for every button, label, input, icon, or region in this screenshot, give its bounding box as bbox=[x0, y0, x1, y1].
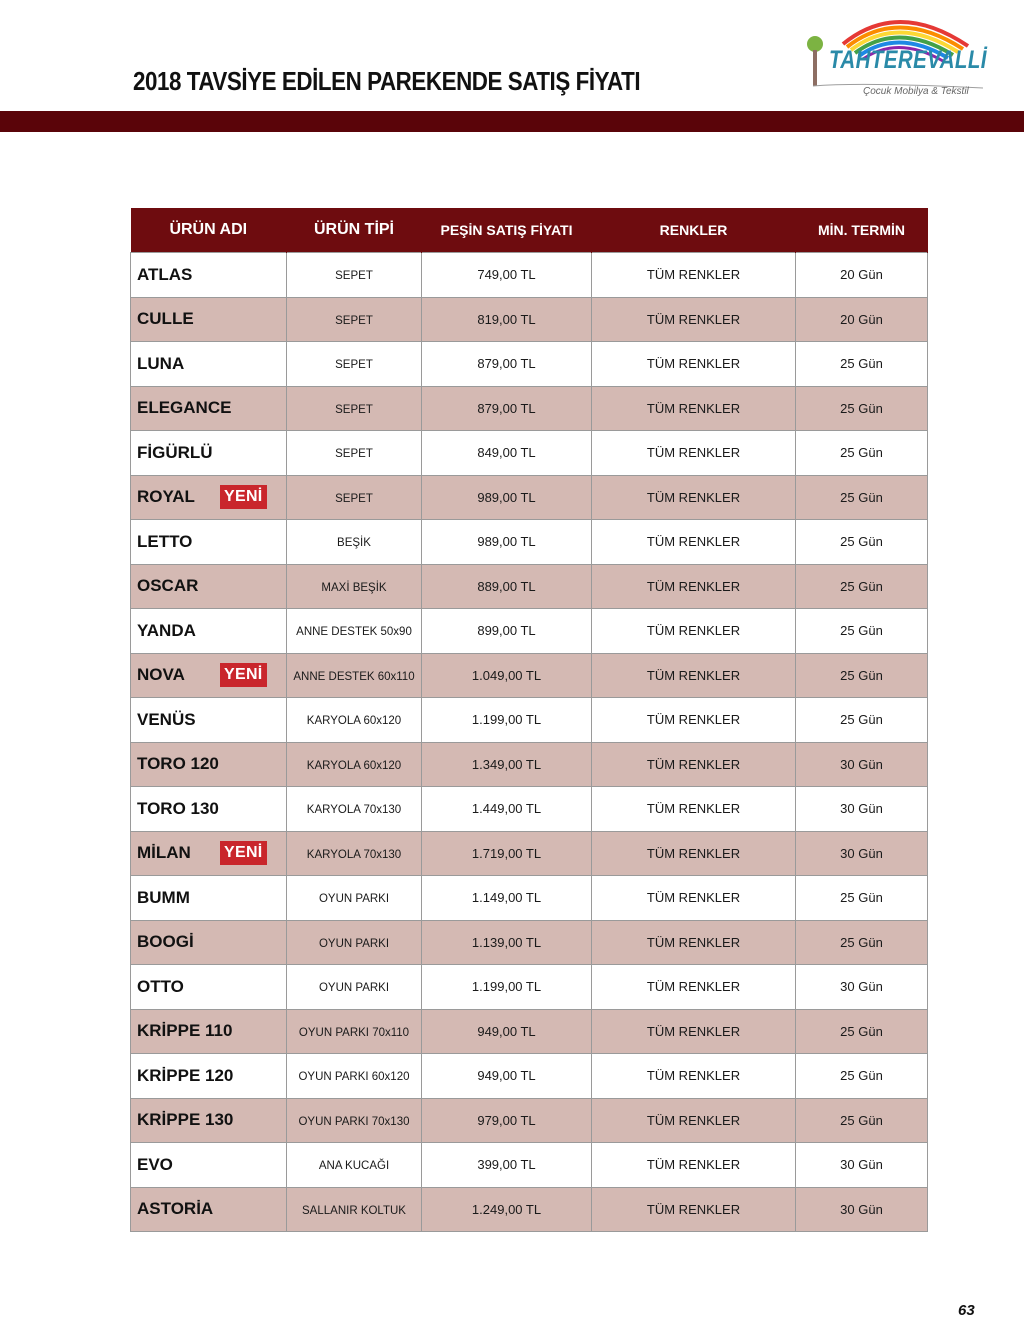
product-type-cell bbox=[287, 653, 422, 698]
lead-time: 30 Gün bbox=[840, 1201, 883, 1217]
price: 899,00 TL bbox=[477, 623, 536, 639]
colors: TÜM RENKLER bbox=[646, 578, 741, 594]
colors-cell bbox=[592, 520, 796, 565]
price: 879,00 TL bbox=[477, 356, 536, 372]
header-lead-time: MİN. TERMİN bbox=[796, 208, 928, 253]
colors-cell bbox=[592, 787, 796, 832]
colors: TÜM RENKLER bbox=[646, 311, 741, 327]
product-name: BUMM bbox=[137, 887, 190, 907]
lead-time: 20 Gün bbox=[840, 311, 883, 327]
colors-cell bbox=[592, 609, 796, 654]
product-type: MAXİ BEŞİK bbox=[321, 581, 387, 594]
lead-time-cell bbox=[796, 742, 928, 787]
price-cell bbox=[422, 920, 592, 965]
table-row bbox=[131, 920, 928, 965]
table-row bbox=[131, 1009, 928, 1054]
colors: TÜM RENKLER bbox=[646, 1157, 741, 1173]
product-type: OYUN PARKI bbox=[318, 893, 390, 906]
product-type-cell bbox=[287, 297, 422, 342]
product-name: KRİPPE 130 bbox=[137, 1110, 234, 1130]
table-row bbox=[131, 520, 928, 565]
table-row bbox=[131, 1098, 928, 1143]
product-type: OYUN PARKI 70x130 bbox=[298, 1115, 410, 1128]
lead-time-cell bbox=[796, 698, 928, 743]
price: 1.149,00 TL bbox=[471, 890, 542, 906]
header-product-name: ÜRÜN ADI bbox=[131, 208, 287, 253]
product-name-cell bbox=[131, 431, 287, 476]
product-type: OYUN PARKI bbox=[318, 937, 390, 950]
lead-time: 20 Gün bbox=[840, 267, 883, 283]
price: 1.249,00 TL bbox=[471, 1201, 542, 1217]
product-name-cell bbox=[131, 386, 287, 431]
product-type-cell bbox=[287, 475, 422, 520]
table-row bbox=[131, 876, 928, 921]
table-row bbox=[131, 253, 928, 298]
colors: TÜM RENKLER bbox=[646, 801, 741, 817]
product-type-cell bbox=[287, 1187, 422, 1232]
product-type-cell bbox=[287, 965, 422, 1010]
colors-cell bbox=[592, 297, 796, 342]
product-type-cell bbox=[287, 253, 422, 298]
lead-time-cell bbox=[796, 431, 928, 476]
product-name: ATLAS bbox=[137, 264, 193, 284]
price: 989,00 TL bbox=[477, 489, 536, 505]
colors-cell bbox=[592, 1009, 796, 1054]
lead-time: 25 Gün bbox=[840, 356, 883, 372]
product-name: CULLE bbox=[137, 309, 194, 329]
product-type: ANNE DESTEK 50x90 bbox=[296, 626, 412, 639]
lead-time-cell bbox=[796, 1098, 928, 1143]
colors: TÜM RENKLER bbox=[646, 890, 741, 906]
colors: TÜM RENKLER bbox=[646, 845, 741, 861]
lead-time-cell bbox=[796, 475, 928, 520]
product-type: OYUN PARKI 70x110 bbox=[298, 1026, 410, 1039]
price: 1.139,00 TL bbox=[471, 934, 542, 950]
product-name-cell bbox=[131, 787, 287, 832]
price-cell bbox=[422, 431, 592, 476]
product-name: OSCAR bbox=[137, 576, 199, 596]
colors-cell bbox=[592, 831, 796, 876]
lead-time-cell bbox=[796, 965, 928, 1010]
product-name-cell bbox=[131, 1143, 287, 1188]
lead-time: 30 Gün bbox=[840, 979, 883, 995]
table-row bbox=[131, 386, 928, 431]
colors-cell bbox=[592, 1054, 796, 1099]
product-type-cell bbox=[287, 431, 422, 476]
product-name: KRİPPE 120 bbox=[137, 1065, 234, 1085]
lead-time-cell bbox=[796, 564, 928, 609]
product-type: SEPET bbox=[335, 359, 373, 372]
colors: TÜM RENKLER bbox=[646, 1201, 741, 1217]
table-row bbox=[131, 475, 928, 520]
brand-logo bbox=[803, 4, 993, 100]
price-cell bbox=[422, 1054, 592, 1099]
colors: TÜM RENKLER bbox=[646, 667, 741, 683]
price-cell bbox=[422, 831, 592, 876]
product-name: LETTO bbox=[137, 531, 193, 551]
price: 1.449,00 TL bbox=[471, 801, 542, 817]
lead-time-cell bbox=[796, 787, 928, 832]
colors-cell bbox=[592, 475, 796, 520]
price-table bbox=[130, 208, 928, 1232]
logo-wordmark: TAHTEREVALLİ bbox=[829, 46, 987, 74]
product-type: SEPET bbox=[335, 492, 373, 505]
table-row bbox=[131, 431, 928, 476]
lead-time-cell bbox=[796, 386, 928, 431]
header-bar bbox=[0, 111, 1024, 132]
table-header-row bbox=[131, 208, 928, 253]
product-name-cell bbox=[131, 920, 287, 965]
lead-time-cell bbox=[796, 653, 928, 698]
product-name-cell bbox=[131, 609, 287, 654]
price-cell bbox=[422, 386, 592, 431]
product-name-cell bbox=[131, 1054, 287, 1099]
product-type: OYUN PARKI 60x120 bbox=[298, 1071, 410, 1084]
product-name-cell bbox=[131, 475, 287, 520]
price-cell bbox=[422, 297, 592, 342]
price-cell bbox=[422, 1187, 592, 1232]
price: 949,00 TL bbox=[477, 1068, 536, 1084]
table-row bbox=[131, 965, 928, 1010]
price: 879,00 TL bbox=[477, 400, 536, 416]
new-badge: YENİ bbox=[220, 485, 267, 509]
product-type-cell bbox=[287, 342, 422, 387]
product-type: KARYOLA 60x120 bbox=[306, 759, 402, 772]
table-row bbox=[131, 564, 928, 609]
product-name-cell bbox=[131, 520, 287, 565]
price-cell bbox=[422, 253, 592, 298]
product-name-cell bbox=[131, 698, 287, 743]
product-name: VENÜS bbox=[137, 709, 196, 729]
product-name-cell bbox=[131, 342, 287, 387]
price: 1.719,00 TL bbox=[471, 845, 542, 861]
price-cell bbox=[422, 1143, 592, 1188]
colors-cell bbox=[592, 653, 796, 698]
lead-time: 25 Gün bbox=[840, 934, 883, 950]
price-cell bbox=[422, 609, 592, 654]
price: 399,00 TL bbox=[477, 1157, 536, 1173]
table-row bbox=[131, 742, 928, 787]
lead-time-cell bbox=[796, 520, 928, 565]
colors-cell bbox=[592, 876, 796, 921]
lead-time-cell bbox=[796, 609, 928, 654]
colors-cell bbox=[592, 564, 796, 609]
lead-time: 25 Gün bbox=[840, 400, 883, 416]
colors: TÜM RENKLER bbox=[646, 756, 741, 772]
product-type: KARYOLA 70x130 bbox=[306, 848, 402, 861]
table-row bbox=[131, 1054, 928, 1099]
colors-cell bbox=[592, 1187, 796, 1232]
price: 1.049,00 TL bbox=[471, 667, 542, 683]
colors: TÜM RENKLER bbox=[646, 356, 741, 372]
price: 849,00 TL bbox=[477, 445, 536, 461]
product-name: TORO 120 bbox=[137, 754, 219, 774]
colors: TÜM RENKLER bbox=[646, 489, 741, 505]
price-cell bbox=[422, 653, 592, 698]
product-type: ANNE DESTEK 60x110 bbox=[293, 670, 415, 683]
header-price: PEŞİN SATIŞ FİYATI bbox=[422, 208, 592, 253]
lead-time: 25 Gün bbox=[840, 667, 883, 683]
lead-time-cell bbox=[796, 876, 928, 921]
colors: TÜM RENKLER bbox=[646, 1068, 741, 1084]
product-name-cell bbox=[131, 831, 287, 876]
price-cell bbox=[422, 698, 592, 743]
product-type-cell bbox=[287, 1054, 422, 1099]
lead-time: 25 Gün bbox=[840, 712, 883, 728]
colors: TÜM RENKLER bbox=[646, 979, 741, 995]
table-row bbox=[131, 1187, 928, 1232]
lead-time: 30 Gün bbox=[840, 756, 883, 772]
product-type-cell bbox=[287, 920, 422, 965]
colors-cell bbox=[592, 1143, 796, 1188]
product-type: SEPET bbox=[335, 403, 373, 416]
product-name: ELEGANCE bbox=[137, 398, 232, 418]
product-name: ROYAL bbox=[137, 487, 195, 507]
price-cell bbox=[422, 876, 592, 921]
lead-time-cell bbox=[796, 1054, 928, 1099]
lead-time-cell bbox=[796, 342, 928, 387]
price-cell bbox=[422, 520, 592, 565]
product-name: KRİPPE 110 bbox=[137, 1021, 233, 1041]
product-name: MİLAN bbox=[137, 843, 191, 863]
logo-tagline: Çocuk Mobilya & Tekstil bbox=[863, 86, 969, 97]
product-type-cell bbox=[287, 1009, 422, 1054]
product-type: ANA KUCAĞI bbox=[318, 1160, 390, 1173]
page-number: 63 bbox=[958, 1302, 975, 1319]
price-cell bbox=[422, 965, 592, 1010]
header-product-type: ÜRÜN TİPİ bbox=[287, 208, 422, 253]
price: 819,00 TL bbox=[477, 311, 536, 327]
product-name: LUNA bbox=[137, 353, 185, 373]
colors-cell bbox=[592, 253, 796, 298]
table-row bbox=[131, 609, 928, 654]
colors-cell bbox=[592, 1098, 796, 1143]
product-name-cell bbox=[131, 742, 287, 787]
product-name-cell bbox=[131, 297, 287, 342]
product-type-cell bbox=[287, 520, 422, 565]
price-cell bbox=[422, 1009, 592, 1054]
lead-time-cell bbox=[796, 1143, 928, 1188]
colors: TÜM RENKLER bbox=[646, 400, 741, 416]
lead-time: 25 Gün bbox=[840, 534, 883, 550]
lead-time: 25 Gün bbox=[840, 489, 883, 505]
table-row bbox=[131, 1143, 928, 1188]
lead-time: 25 Gün bbox=[840, 890, 883, 906]
colors: TÜM RENKLER bbox=[646, 712, 741, 728]
product-name-cell bbox=[131, 1009, 287, 1054]
product-type: SALLANIR KOLTUK bbox=[302, 1204, 406, 1217]
product-type: SEPET bbox=[335, 448, 373, 461]
colors-cell bbox=[592, 965, 796, 1010]
price-cell bbox=[422, 475, 592, 520]
lead-time-cell bbox=[796, 1187, 928, 1232]
product-type-cell bbox=[287, 609, 422, 654]
price-cell bbox=[422, 742, 592, 787]
price: 949,00 TL bbox=[477, 1023, 536, 1039]
product-type-cell bbox=[287, 564, 422, 609]
product-type-cell bbox=[287, 876, 422, 921]
product-type-cell bbox=[287, 787, 422, 832]
colors-cell bbox=[592, 386, 796, 431]
product-type-cell bbox=[287, 742, 422, 787]
table-row bbox=[131, 698, 928, 743]
table-row bbox=[131, 297, 928, 342]
product-type-cell bbox=[287, 386, 422, 431]
price: 979,00 TL bbox=[477, 1112, 536, 1128]
lead-time: 30 Gün bbox=[840, 801, 883, 817]
product-name: YANDA bbox=[137, 620, 196, 640]
price: 749,00 TL bbox=[477, 267, 536, 283]
page-title: 2018 TAVSİYE EDİLEN PAREKENDE SATIŞ FİYATI bbox=[133, 66, 641, 96]
product-name-cell bbox=[131, 1187, 287, 1232]
product-name-cell bbox=[131, 253, 287, 298]
colors-cell bbox=[592, 431, 796, 476]
price-cell bbox=[422, 787, 592, 832]
price-cell bbox=[422, 1098, 592, 1143]
product-type-cell bbox=[287, 1098, 422, 1143]
lead-time: 30 Gün bbox=[840, 1157, 883, 1173]
colors-cell bbox=[592, 698, 796, 743]
table-row bbox=[131, 787, 928, 832]
header-colors: RENKLER bbox=[592, 208, 796, 253]
product-type: KARYOLA 60x120 bbox=[306, 715, 402, 728]
lead-time: 25 Gün bbox=[840, 1112, 883, 1128]
price: 1.199,00 TL bbox=[471, 979, 542, 995]
product-type: SEPET bbox=[335, 270, 373, 283]
product-name: TORO 130 bbox=[137, 798, 219, 818]
product-type-cell bbox=[287, 831, 422, 876]
lead-time-cell bbox=[796, 297, 928, 342]
product-type-cell bbox=[287, 1143, 422, 1188]
colors: TÜM RENKLER bbox=[646, 534, 741, 550]
lead-time: 30 Gün bbox=[840, 845, 883, 861]
colors: TÜM RENKLER bbox=[646, 623, 741, 639]
product-name: OTTO bbox=[137, 976, 184, 996]
price: 989,00 TL bbox=[477, 534, 536, 550]
product-name-cell bbox=[131, 876, 287, 921]
lead-time-cell bbox=[796, 831, 928, 876]
colors: TÜM RENKLER bbox=[646, 1112, 741, 1128]
price: 1.199,00 TL bbox=[471, 712, 542, 728]
lead-time-cell bbox=[796, 1009, 928, 1054]
lead-time-cell bbox=[796, 920, 928, 965]
price-cell bbox=[422, 564, 592, 609]
new-badge: YENİ bbox=[220, 663, 267, 687]
product-name: FİGÜRLÜ bbox=[137, 442, 213, 462]
product-name-cell bbox=[131, 653, 287, 698]
price: 889,00 TL bbox=[477, 578, 536, 594]
lead-time: 25 Gün bbox=[840, 445, 883, 461]
product-name: BOOGİ bbox=[137, 932, 194, 952]
table-row bbox=[131, 342, 928, 387]
table-row bbox=[131, 653, 928, 698]
colors: TÜM RENKLER bbox=[646, 267, 741, 283]
product-name-cell bbox=[131, 1098, 287, 1143]
colors-cell bbox=[592, 342, 796, 387]
table-body bbox=[131, 253, 928, 1232]
colors: TÜM RENKLER bbox=[646, 445, 741, 461]
product-name-cell bbox=[131, 564, 287, 609]
product-type: SEPET bbox=[335, 314, 373, 327]
colors-cell bbox=[592, 920, 796, 965]
product-type: KARYOLA 70x130 bbox=[306, 804, 402, 817]
lead-time: 25 Gün bbox=[840, 1023, 883, 1039]
product-type-cell bbox=[287, 698, 422, 743]
lead-time-cell bbox=[796, 253, 928, 298]
price-cell bbox=[422, 342, 592, 387]
product-name-cell bbox=[131, 965, 287, 1010]
product-type: BEŞİK bbox=[337, 537, 371, 550]
colors: TÜM RENKLER bbox=[646, 934, 741, 950]
product-type: OYUN PARKI bbox=[318, 982, 390, 995]
product-name: EVO bbox=[137, 1154, 173, 1174]
lead-time: 25 Gün bbox=[840, 623, 883, 639]
table-row bbox=[131, 831, 928, 876]
lead-time: 25 Gün bbox=[840, 1068, 883, 1084]
price: 1.349,00 TL bbox=[471, 756, 542, 772]
colors: TÜM RENKLER bbox=[646, 1023, 741, 1039]
product-name: ASTORİA bbox=[137, 1199, 214, 1219]
product-name: NOVA bbox=[137, 665, 185, 685]
new-badge: YENİ bbox=[220, 841, 267, 865]
colors-cell bbox=[592, 742, 796, 787]
lead-time: 25 Gün bbox=[840, 578, 883, 594]
